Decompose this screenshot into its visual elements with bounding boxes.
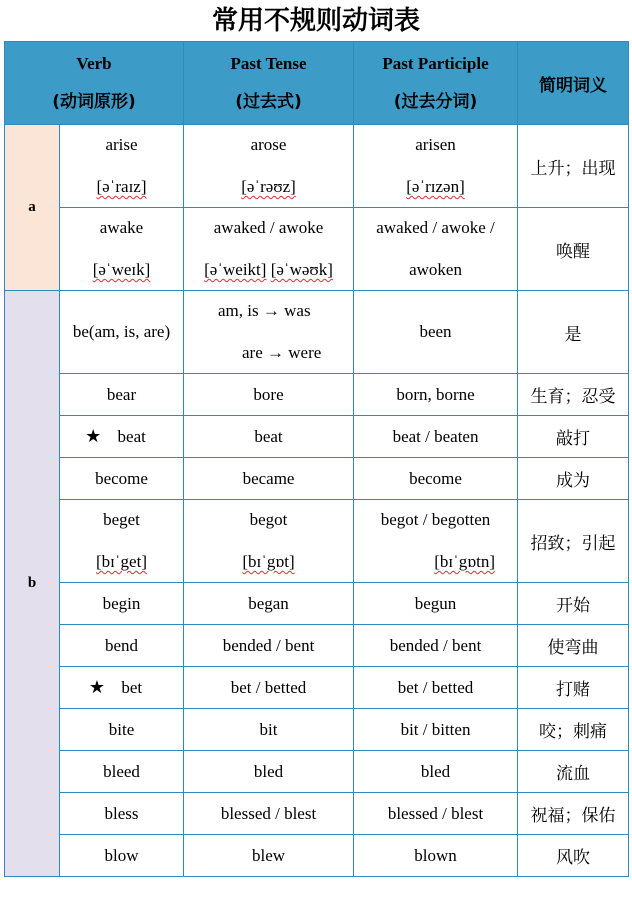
star-icon: ★ (85, 426, 102, 446)
table-row (5, 374, 629, 416)
verb-cell: bear (60, 374, 184, 416)
past-cell: bled (184, 751, 354, 793)
table-row (5, 667, 629, 709)
table-row (5, 416, 629, 458)
header-past-en: Past Tense (230, 54, 307, 73)
participle-cell: blown (354, 835, 518, 877)
past-phonetic-1: [əˈweikt] (204, 260, 267, 279)
verb-text: bet (121, 678, 143, 697)
past-cell (184, 208, 354, 291)
past-text: am, is → was (218, 301, 311, 320)
meaning-cell: 唤醒 (518, 208, 629, 291)
meaning-cell: 成为 (518, 458, 629, 500)
header-past (184, 42, 354, 125)
participle-cell: bended / bent (354, 625, 518, 667)
past-cell: began (184, 583, 354, 625)
past-text: begot (249, 510, 288, 529)
participle-phonetic: [bɪˈgɒtn] (434, 552, 496, 571)
header-verb-zh: (动词原形) (52, 92, 136, 112)
past-cell (184, 125, 354, 208)
participle-cell: begun (354, 583, 518, 625)
past-phonetics (184, 259, 353, 281)
past-text: awaked / awoke (213, 218, 324, 237)
participle-cell (354, 125, 518, 208)
verb-cell: begin (60, 583, 184, 625)
meaning-cell: 招致；引起 (518, 500, 629, 583)
participle-cell (354, 500, 518, 583)
past-text: arose (250, 135, 287, 154)
participle-cell: become (354, 458, 518, 500)
past-cell (184, 500, 354, 583)
header-past-zh: (过去式) (235, 92, 302, 112)
meaning-cell: 祝福；保佑 (518, 793, 629, 835)
past-phonetic: [bɪˈgɒt] (242, 552, 295, 571)
verb-cell (60, 500, 184, 583)
participle-phonetic-wrap (354, 551, 517, 573)
verb-cell (60, 416, 184, 458)
past-cell: bore (184, 374, 354, 416)
past-cell (184, 291, 354, 374)
participle-text: awaked / awoke / (376, 218, 495, 237)
verb-text: beget (103, 510, 140, 529)
participle-text: arisen (415, 135, 456, 154)
verb-text: awake (99, 218, 144, 237)
table-row (5, 583, 629, 625)
participle-cell: bet / betted (354, 667, 518, 709)
header-meaning: 简明词义 (518, 42, 629, 125)
past-phonetic-2: [əˈwəʊk] (270, 260, 333, 279)
verb-cell: bend (60, 625, 184, 667)
past-cell: blessed / blest (184, 793, 354, 835)
verb-cell: bite (60, 709, 184, 751)
irregular-verbs-table (4, 41, 629, 877)
verb-phonetic: [bɪˈget] (96, 552, 147, 571)
participle-cell: bit / bitten (354, 709, 518, 751)
meaning-cell: 开始 (518, 583, 629, 625)
past-cell: bended / bent (184, 625, 354, 667)
group-letter-b: b (5, 291, 60, 877)
table-row (5, 625, 629, 667)
table-row (5, 291, 629, 374)
past-text-2: are → were (242, 343, 322, 362)
verb-cell (60, 125, 184, 208)
verb-text: arise (105, 135, 138, 154)
verb-cell (60, 208, 184, 291)
header-pp-en: Past Participle (382, 54, 489, 73)
past-cell: bet / betted (184, 667, 354, 709)
meaning-cell: 是 (518, 291, 629, 374)
verb-phonetic: [əˈraɪz] (96, 177, 147, 196)
participle-cell: been (354, 291, 518, 374)
meaning-cell: 打赌 (518, 667, 629, 709)
meaning-cell: 风吹 (518, 835, 629, 877)
table-row (5, 125, 629, 208)
table-row (5, 208, 629, 291)
table-row (5, 500, 629, 583)
group-letter-a: a (5, 125, 60, 291)
verb-cell: bleed (60, 751, 184, 793)
meaning-cell: 使弯曲 (518, 625, 629, 667)
table-row (5, 835, 629, 877)
participle-cell: born, borne (354, 374, 518, 416)
table-row (5, 458, 629, 500)
page-title: 常用不规则动词表 (211, 6, 420, 36)
meaning-cell: 上升；出现 (518, 125, 629, 208)
participle-text: begot / begotten (380, 510, 491, 529)
meaning-cell: 流血 (518, 751, 629, 793)
verb-cell (60, 667, 184, 709)
table-row (5, 709, 629, 751)
past-cell: became (184, 458, 354, 500)
star-icon: ★ (88, 677, 106, 697)
meaning-cell: 咬；刺痛 (518, 709, 629, 751)
past-cell: bit (184, 709, 354, 751)
verb-cell: be(am, is, are) (60, 291, 184, 374)
header-pp-zh: (过去分词) (393, 92, 478, 112)
meaning-cell: 生育；忍受 (518, 374, 629, 416)
participle-cell: bled (354, 751, 518, 793)
participle-phonetic: [əˈrɪzən] (406, 177, 465, 196)
participle-cell: beat / beaten (354, 416, 518, 458)
header-row (5, 42, 629, 125)
past-cell: blew (184, 835, 354, 877)
table-row (5, 751, 629, 793)
verb-phonetic: [əˈweɪk] (92, 260, 151, 279)
header-verb-en: Verb (76, 54, 112, 73)
participle-text-2: awoken (409, 260, 462, 279)
past-cell: beat (184, 416, 354, 458)
header-verb (5, 42, 184, 125)
participle-cell: blessed / blest (354, 793, 518, 835)
header-participle (354, 42, 518, 125)
verb-cell: bless (60, 793, 184, 835)
table-row (5, 793, 629, 835)
verb-text: beat (117, 427, 146, 446)
past-phonetic: [əˈrəʊz] (241, 177, 296, 196)
verb-cell: blow (60, 835, 184, 877)
meaning-cell: 敲打 (518, 416, 629, 458)
participle-cell (354, 208, 518, 291)
verb-cell: become (60, 458, 184, 500)
